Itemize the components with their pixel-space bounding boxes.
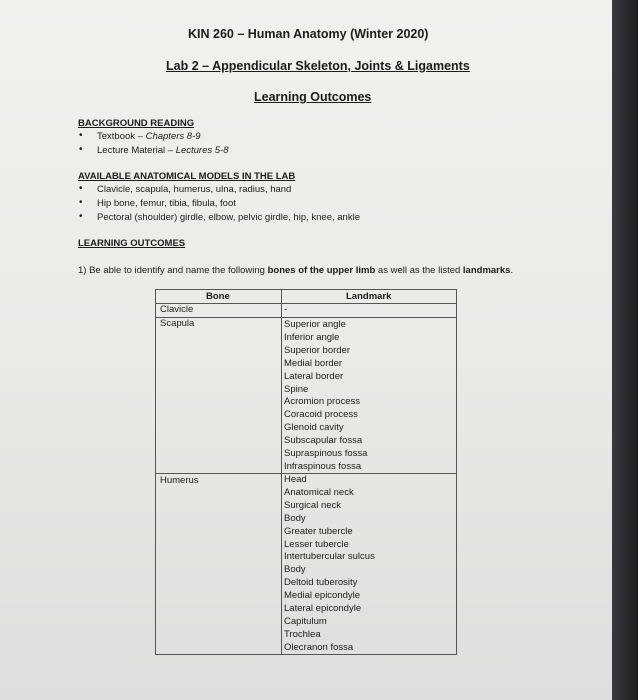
- outcome-1-text: [78, 265, 513, 276]
- bullet-icon: •: [79, 197, 83, 208]
- outcome-text-part: as well as the listed: [375, 265, 463, 276]
- background-item: [97, 131, 201, 142]
- table-divider: [281, 317, 456, 318]
- landmark-item: Deltoid tuberosity: [284, 577, 358, 589]
- outcome-text-part: .: [510, 265, 514, 276]
- bullet-icon: •: [79, 144, 83, 155]
- bones-landmarks-table: [155, 289, 457, 655]
- landmark-item: Lesser tubercle: [284, 538, 349, 550]
- learning-outcomes-heading: LEARNING OUTCOMES: [78, 238, 186, 249]
- background-item-detail: Lectures 5-8: [175, 145, 229, 156]
- bullet-icon: •: [79, 211, 83, 222]
- landmark-item: Inferior angle: [284, 331, 340, 343]
- table-header-landmark: Landmark: [346, 291, 392, 302]
- landmark-item: Olecranon fossa: [284, 641, 354, 653]
- models-item: Hip bone, femur, tibia, fibula, foot: [97, 198, 236, 209]
- table-header-bone: Bone: [206, 291, 230, 302]
- landmark-item: Intertubercular sulcus: [284, 551, 375, 563]
- landmark-item: Capitulum: [284, 615, 327, 627]
- landmark-item: Infraspinous fossa: [284, 460, 362, 472]
- models-item: Pectoral (shoulder) girdle, elbow, pelvic girdle, hip, knee, ankle: [97, 212, 360, 223]
- landmark-item: Medial border: [284, 357, 343, 369]
- landmark-item: Anatomical neck: [284, 486, 354, 498]
- landmark-item: Glenoid cavity: [284, 422, 344, 434]
- landmark-item: Lateral border: [284, 370, 344, 382]
- landmark-item: Supraspinous fossa: [284, 448, 368, 460]
- landmark-item: Coracoid process: [284, 409, 358, 421]
- landmark-item: Medial epicondyle: [284, 590, 361, 602]
- outcome-bold-upper-limb: bones of the upper limb: [267, 265, 376, 276]
- landmark-item: Lateral epicondyle: [284, 603, 362, 615]
- background-reading-heading: BACKGROUND READING: [78, 118, 195, 129]
- landmark-item: Acromion process: [284, 396, 361, 408]
- landmark-item: Trochlea: [284, 628, 321, 640]
- landmark-item: Greater tubercle: [284, 525, 353, 537]
- document-title: KIN 260 – Human Anatomy (Winter 2020): [188, 27, 429, 41]
- background-item-label: Lecture Material –: [97, 145, 176, 156]
- models-item: Clavicle, scapula, humerus, ulna, radius, hand: [97, 184, 292, 195]
- landmark-item: Body: [284, 564, 306, 576]
- landmark-item: Spine: [284, 383, 309, 395]
- background-item: [97, 145, 229, 156]
- models-heading: AVAILABLE ANATOMICAL MODELS IN THE LAB: [78, 171, 296, 182]
- outcome-text-part: 1) Be able to identify and name the following: [78, 265, 268, 276]
- landmark-item: Head: [284, 474, 307, 485]
- landmark-item: Superior angle: [284, 319, 346, 330]
- lab-title: Lab 2 – Appendicular Skeleton, Joints & Ligaments: [166, 59, 470, 73]
- bone-cell-scapula: Scapula: [160, 318, 195, 329]
- background-item-label: Textbook –: [97, 131, 146, 142]
- landmark-cell-clavicle: -: [284, 304, 288, 315]
- table-divider: [156, 303, 456, 304]
- landmark-item: Body: [284, 512, 306, 524]
- bone-cell-humerus: Humerus: [160, 475, 199, 486]
- background-surface: [612, 0, 638, 700]
- outcome-bold-landmarks: landmarks: [462, 265, 511, 276]
- bullet-icon: •: [79, 130, 83, 141]
- landmark-item: Surgical neck: [284, 499, 342, 511]
- bone-cell-clavicle: Clavicle: [160, 304, 194, 315]
- learning-outcomes-title: Learning Outcomes: [254, 90, 372, 104]
- bullet-icon: •: [79, 183, 83, 194]
- landmark-list-humerus: [284, 474, 375, 655]
- background-item-detail: Chapters 8-9: [145, 131, 201, 142]
- landmark-item: Subscapular fossa: [284, 435, 363, 447]
- table-divider: [281, 290, 282, 654]
- landmark-item: Superior border: [284, 344, 351, 356]
- landmark-list-scapula: [284, 319, 367, 474]
